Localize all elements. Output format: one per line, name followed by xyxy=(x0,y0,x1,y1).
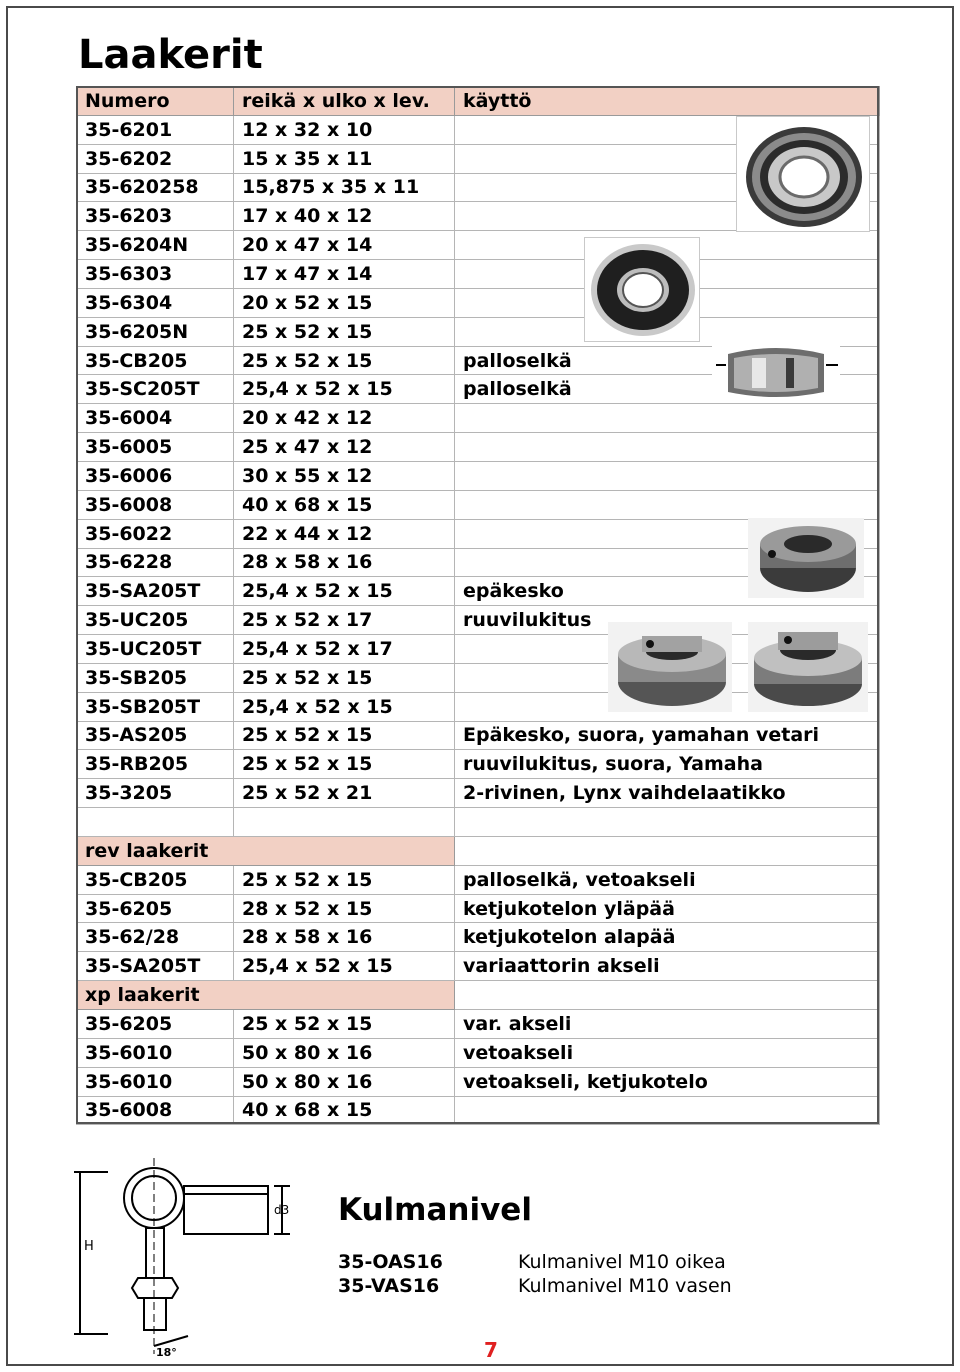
cell-mitat: 25 x 52 x 15 xyxy=(234,346,455,375)
cell-numero: 35-3205 xyxy=(77,779,234,808)
cell-numero: 35-SB205T xyxy=(77,692,234,721)
cell-kaytto xyxy=(455,461,880,490)
cell-numero: 35-6204N xyxy=(77,231,234,260)
sealed-bearing-photo-2 xyxy=(584,237,700,342)
table-row xyxy=(77,404,880,433)
cell-numero: 35-SB205 xyxy=(77,663,234,692)
cell-numero: 35-RB205 xyxy=(77,750,234,779)
cell-kaytto: ruuvilukitus, suora, Yamaha xyxy=(455,750,880,779)
cell-mitat: 50 x 80 x 16 xyxy=(234,1067,455,1096)
table-row xyxy=(77,923,880,952)
table-row xyxy=(77,779,880,808)
cell-numero: 35-6205 xyxy=(77,894,234,923)
sealed-bearing-photo xyxy=(736,116,870,232)
page-title: Laakerit xyxy=(78,32,263,78)
table-row xyxy=(77,461,880,490)
cell-numero: 35-6006 xyxy=(77,461,234,490)
cell-kaytto: ruuvilukitus xyxy=(455,606,880,635)
table-row xyxy=(77,952,880,981)
cell-mitat: 25,4 x 52 x 17 xyxy=(234,635,455,664)
cell-mitat xyxy=(234,981,455,1010)
cell-mitat: 28 x 58 x 16 xyxy=(234,923,455,952)
cell-mitat: 17 x 40 x 12 xyxy=(234,202,455,231)
cell-numero: 35-SA205T xyxy=(77,577,234,606)
cell-mitat: 25 x 52 x 15 xyxy=(234,750,455,779)
cell-kaytto xyxy=(455,490,880,519)
table-row xyxy=(77,1067,880,1096)
cell-numero: 35-CB205 xyxy=(77,865,234,894)
cell-kaytto: 2-rivinen, Lynx vaihdelaatikko xyxy=(455,779,880,808)
table-row xyxy=(77,288,880,317)
cell-mitat: 25,4 x 52 x 15 xyxy=(234,577,455,606)
table-row xyxy=(77,1038,880,1067)
cell-mitat: 25 x 52 x 15 xyxy=(234,663,455,692)
set-screw-bearing-photo-2 xyxy=(748,622,868,712)
cell-kaytto: ketjukotelon yläpää xyxy=(455,894,880,923)
cell-mitat: 25,4 x 52 x 15 xyxy=(234,952,455,981)
cell-mitat: 25 x 52 x 15 xyxy=(234,317,455,346)
cell-numero xyxy=(77,808,234,837)
kulmanivel-code: 35-OAS16 xyxy=(338,1251,443,1273)
cell-kaytto: epäkesko xyxy=(455,577,880,606)
cell-numero: 35-6228 xyxy=(77,548,234,577)
cell-kaytto xyxy=(455,1096,880,1125)
cell-mitat: 17 x 47 x 14 xyxy=(234,260,455,289)
cell-mitat: 25 x 47 x 12 xyxy=(234,433,455,462)
cell-numero: 35-6008 xyxy=(77,490,234,519)
cell-kaytto: vetoakseli xyxy=(455,1038,880,1067)
cell-numero: rev laakerit xyxy=(77,836,234,865)
cell-numero: 35-6022 xyxy=(77,519,234,548)
table-row xyxy=(77,865,880,894)
table-row xyxy=(77,231,880,260)
cell-numero: 35-6010 xyxy=(77,1038,234,1067)
cell-mitat xyxy=(234,836,455,865)
table-header-row xyxy=(77,87,880,116)
cell-kaytto: ketjukotelon alapää xyxy=(455,923,880,952)
table-row xyxy=(77,750,880,779)
cell-kaytto: palloselkä, vetoakseli xyxy=(455,865,880,894)
cell-kaytto xyxy=(455,404,880,433)
kulmanivel-desc: Kulmanivel M10 vasen xyxy=(518,1275,732,1297)
cell-numero: xp laakerit xyxy=(77,981,234,1010)
cell-kaytto: käyttö xyxy=(455,87,880,116)
cell-kaytto: variaattorin akseli xyxy=(455,952,880,981)
table-row xyxy=(77,317,880,346)
section-header-rev xyxy=(77,836,880,865)
cell-numero: 35-6004 xyxy=(77,404,234,433)
cell-numero: Numero xyxy=(77,87,234,116)
cell-kaytto xyxy=(455,808,880,837)
cell-mitat: 28 x 52 x 15 xyxy=(234,894,455,923)
cell-numero: 35-UC205 xyxy=(77,606,234,635)
table-row xyxy=(77,260,880,289)
cell-mitat: 25 x 52 x 15 xyxy=(234,865,455,894)
cell-mitat: 22 x 44 x 12 xyxy=(234,519,455,548)
cell-kaytto: vetoakseli, ketjukotelo xyxy=(455,1067,880,1096)
drawing-d3-label: d3 xyxy=(274,1203,290,1217)
kulmanivel-title: Kulmanivel xyxy=(338,1192,532,1228)
cell-numero: 35-SC205T xyxy=(77,375,234,404)
cell-mitat: 20 x 42 x 12 xyxy=(234,404,455,433)
cell-mitat: 20 x 47 x 14 xyxy=(234,231,455,260)
cell-numero: 35-6008 xyxy=(77,1096,234,1125)
cell-numero: 35-620258 xyxy=(77,173,234,202)
cell-kaytto: palloselkä xyxy=(455,375,880,404)
eccentric-bearing-photo xyxy=(748,518,864,598)
table-row xyxy=(77,433,880,462)
kulmanivel-desc: Kulmanivel M10 oikea xyxy=(518,1251,726,1273)
table-row xyxy=(77,1010,880,1039)
cell-numero: 35-CB205 xyxy=(77,346,234,375)
cell-mitat: 25,4 x 52 x 15 xyxy=(234,692,455,721)
kulmanivel-code: 35-VAS16 xyxy=(338,1275,440,1297)
cell-mitat: 40 x 68 x 15 xyxy=(234,1096,455,1125)
cell-mitat: 15 x 35 x 11 xyxy=(234,144,455,173)
cell-mitat: reikä x ulko x lev. xyxy=(234,87,455,116)
table-row xyxy=(77,1096,880,1125)
section-header-xp xyxy=(77,981,880,1010)
cell-mitat: 40 x 68 x 15 xyxy=(234,490,455,519)
cell-numero: 35-UC205T xyxy=(77,635,234,664)
cell-numero: 35-6205N xyxy=(77,317,234,346)
table-row xyxy=(77,894,880,923)
table-row xyxy=(77,808,880,837)
drawing-angle-label: 18° xyxy=(156,1346,177,1359)
cell-numero: 35-SA205T xyxy=(77,952,234,981)
cell-numero: 35-6205 xyxy=(77,1010,234,1039)
cell-kaytto: palloselkä xyxy=(455,346,880,375)
cell-kaytto: Epäkesko, suora, yamahan vetari xyxy=(455,721,880,750)
cell-mitat: 50 x 80 x 16 xyxy=(234,1038,455,1067)
set-screw-bearing-photo xyxy=(608,622,732,712)
cell-mitat: 15,875 x 35 x 11 xyxy=(234,173,455,202)
cell-mitat: 25 x 52 x 21 xyxy=(234,779,455,808)
cell-numero: 35-6202 xyxy=(77,144,234,173)
cell-kaytto: var. akseli xyxy=(455,1010,880,1039)
cell-numero: 35-6203 xyxy=(77,202,234,231)
bearing-table xyxy=(76,86,880,1125)
cell-numero: 35-AS205 xyxy=(77,721,234,750)
drawing-h-label: H xyxy=(84,1239,94,1254)
cell-mitat xyxy=(234,808,455,837)
cell-mitat: 25,4 x 52 x 15 xyxy=(234,375,455,404)
cell-kaytto xyxy=(455,981,880,1010)
cell-mitat: 25 x 52 x 15 xyxy=(234,721,455,750)
ball-back-bearing-photo xyxy=(712,344,840,400)
cell-numero: 35-62/28 xyxy=(77,923,234,952)
cell-numero: 35-6010 xyxy=(77,1067,234,1096)
table-row xyxy=(77,721,880,750)
cell-kaytto xyxy=(455,433,880,462)
cell-numero: 35-6201 xyxy=(77,115,234,144)
cell-numero: 35-6304 xyxy=(77,288,234,317)
cell-mitat: 25 x 52 x 17 xyxy=(234,606,455,635)
table-row xyxy=(77,490,880,519)
cell-numero: 35-6303 xyxy=(77,260,234,289)
cell-mitat: 30 x 55 x 12 xyxy=(234,461,455,490)
cell-mitat: 25 x 52 x 15 xyxy=(234,1010,455,1039)
cell-numero: 35-6005 xyxy=(77,433,234,462)
cell-mitat: 20 x 52 x 15 xyxy=(234,288,455,317)
cell-mitat: 28 x 58 x 16 xyxy=(234,548,455,577)
cell-kaytto xyxy=(455,836,880,865)
page-number: 7 xyxy=(484,1338,498,1362)
angle-joint-drawing xyxy=(68,1158,304,1360)
cell-mitat: 12 x 32 x 10 xyxy=(234,115,455,144)
